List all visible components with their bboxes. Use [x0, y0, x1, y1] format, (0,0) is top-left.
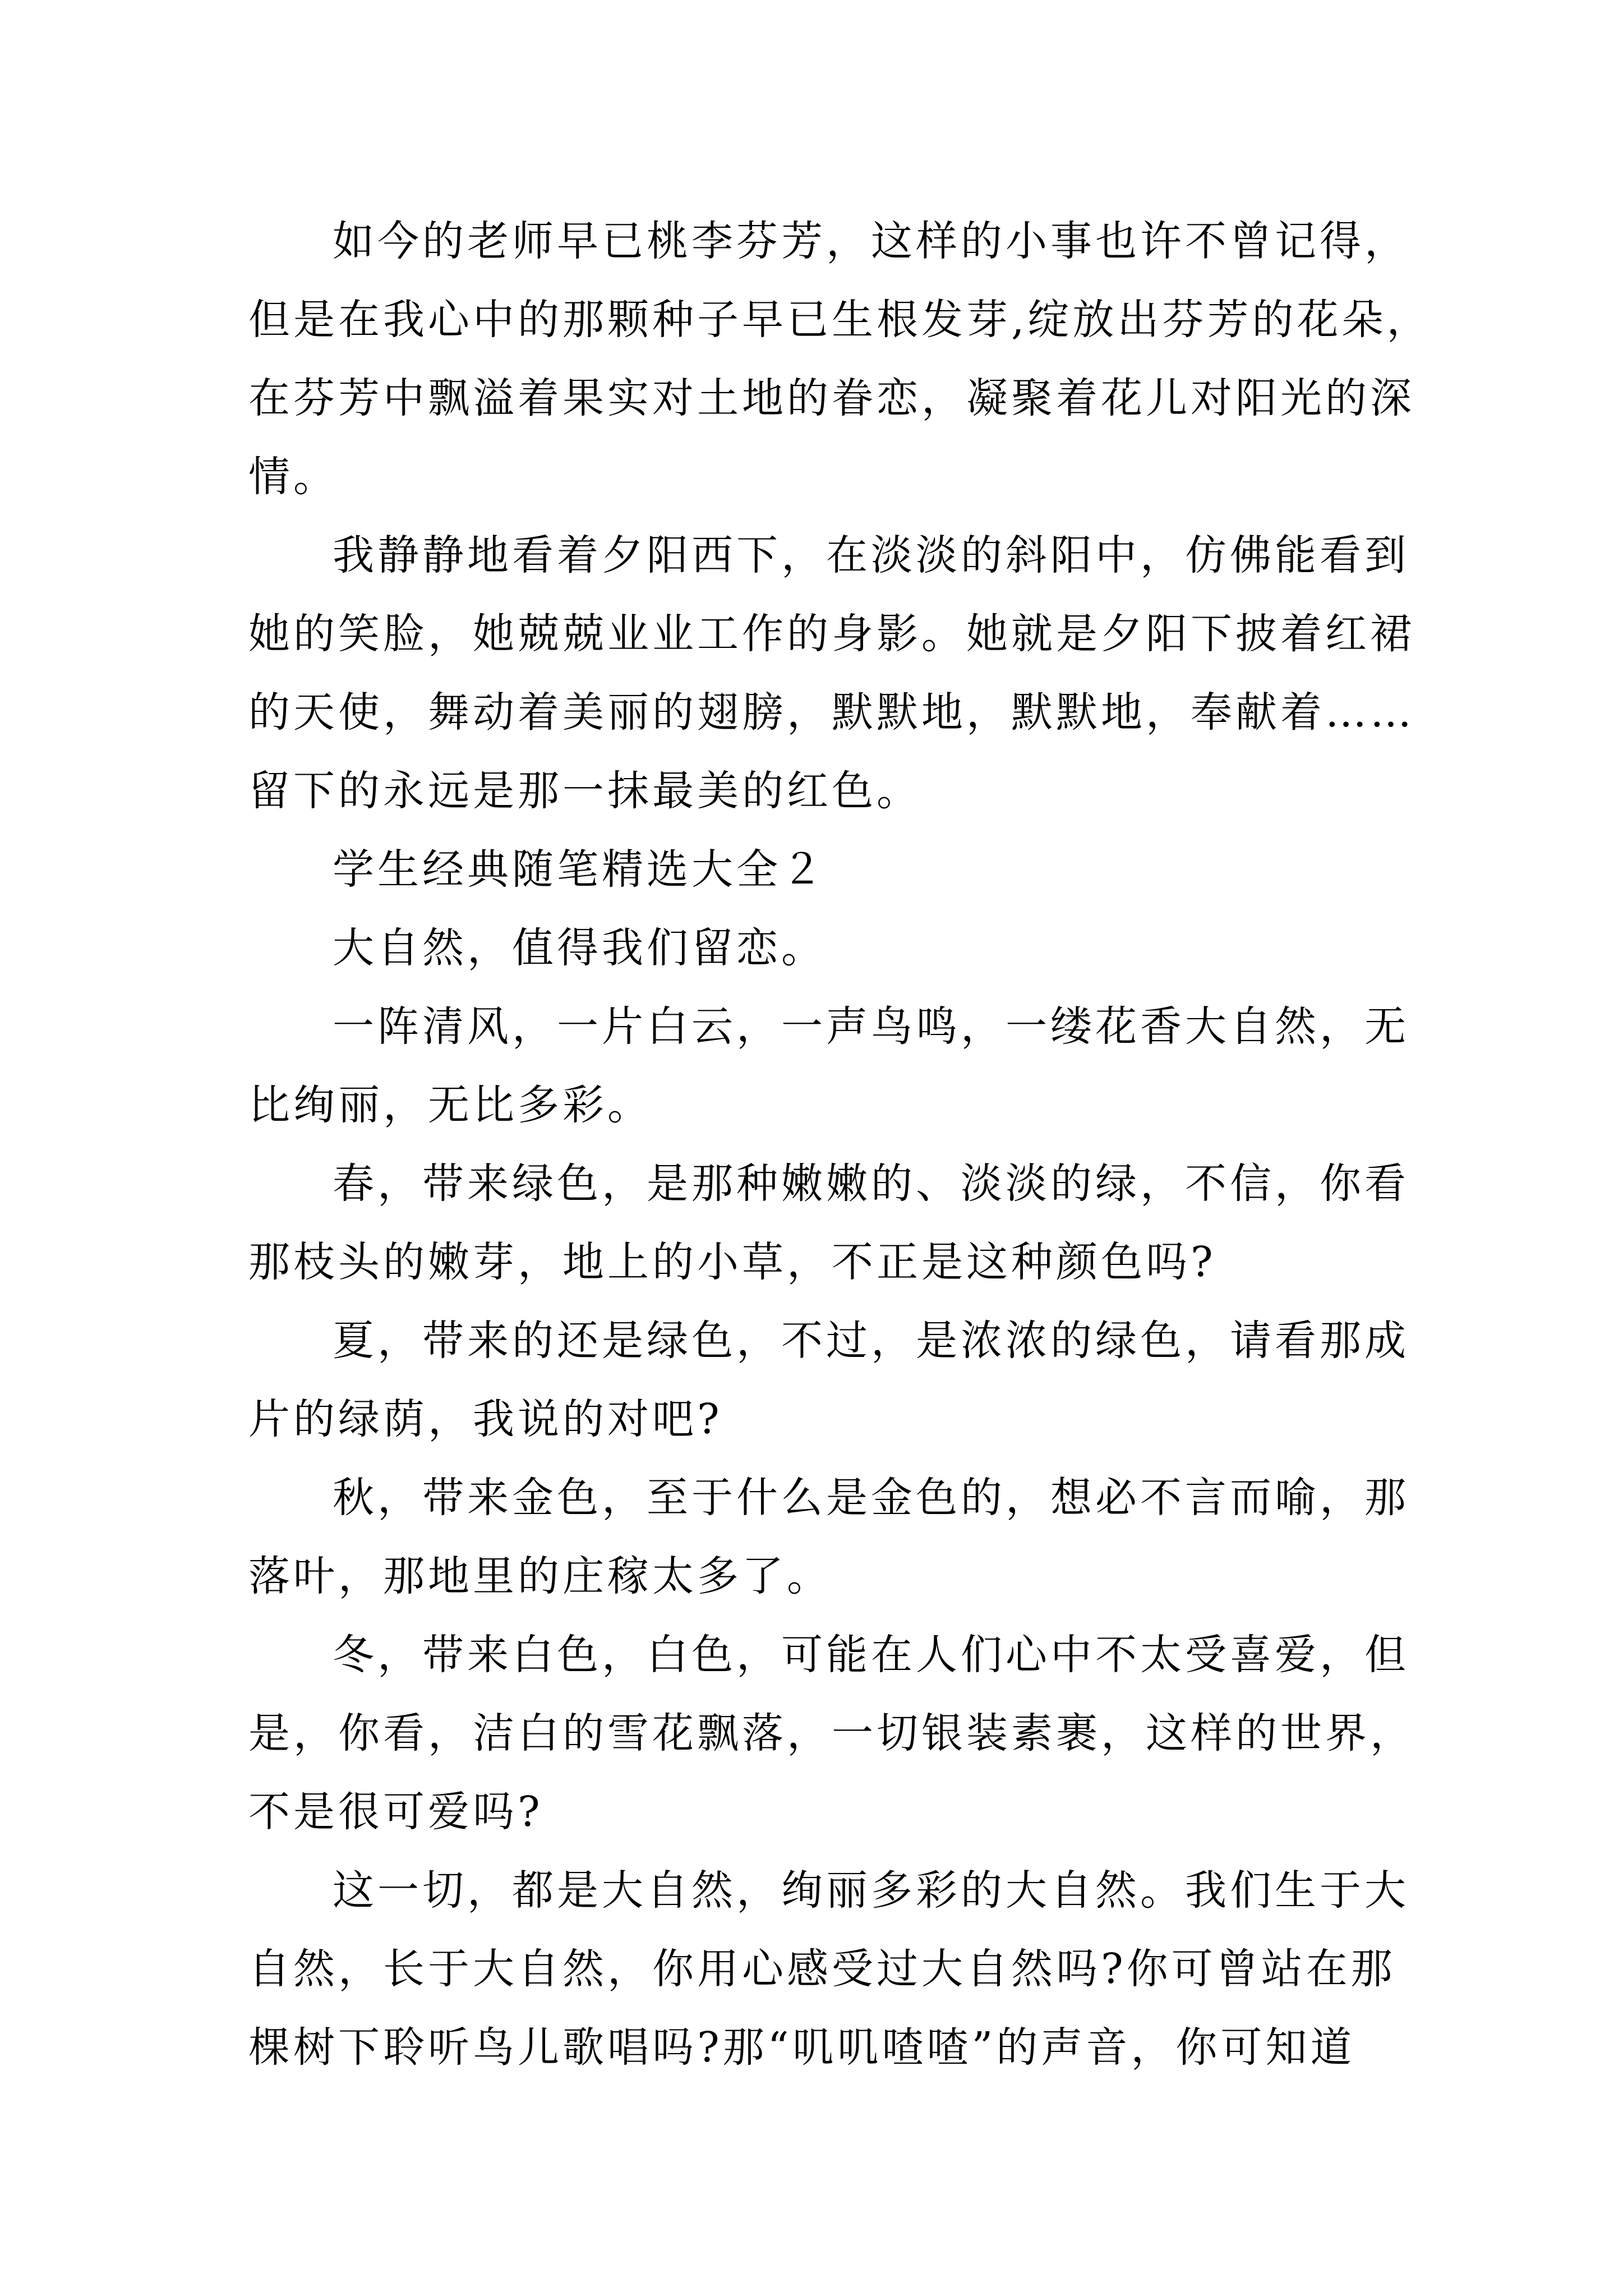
text-line: 那枝头的嫩芽，地上的小草，不正是这种颜色吗? [248, 1238, 1216, 1286]
text-line: 夏，带来的还是绿色，不过，是浓浓的绿色，请看那成 [333, 1317, 1409, 1365]
text-line: 这一切，都是大自然，绚丽多彩的大自然。我们生于大 [333, 1866, 1409, 1915]
text-line: 冬，带来白色，白色，可能在人们心中不太受喜爱，但 [333, 1631, 1409, 1679]
text-line: 在芬芳中飘溢着果实对土地的眷恋，凝聚着花儿对阳光的深 [248, 374, 1415, 422]
text-line: 情。 [248, 453, 338, 501]
text-line: 但是在我心中的那颗种子早已生根发芽,绽放出芬芳的花朵， [248, 296, 1432, 344]
section-heading: 学生经典随笔精选大全２ [333, 845, 826, 894]
text-line: 自然，长于大自然，你用心感受过大自然吗?你可曾站在那 [248, 1945, 1396, 1993]
text-line: 我静静地看着夕阳西下，在淡淡的斜阳中，仿佛能看到 [333, 531, 1409, 579]
text-line: 春，带来绿色，是那种嫩嫩的、淡淡的绿，不信，你看 [333, 1159, 1409, 1208]
text-line: 她的笑脸，她兢兢业业工作的身影。她就是夕阳下披着红裙 [248, 610, 1415, 658]
text-line: 落叶，那地里的庄稼太多了。 [248, 1552, 832, 1600]
text-line: 不是很可爱吗? [248, 1788, 543, 1836]
text-line: 片的绿荫，我说的对吧? [248, 1395, 723, 1443]
text-line: 一阵清风，一片白云，一声鸟鸣，一缕花香大自然，无 [333, 1002, 1409, 1051]
text-line: 是，你看，洁白的雪花飘落，一切银装素裹，这样的世界， [248, 1709, 1415, 1757]
text-line: 比绚丽，无比多彩。 [248, 1081, 652, 1129]
text-line: 如今的老师早已桃李芬芳，这样的小事也许不曾记得， [333, 217, 1409, 265]
text-line: 留下的永远是那一抹最美的红色。 [248, 767, 921, 815]
text-line: 棵树下聆听鸟儿歌唱吗?那“叽叽喳喳”的声音，你可知道 [248, 2023, 1355, 2072]
document-body [248, 202, 1432, 2087]
text-line: 秋，带来金色，至于什么是金色的，想必不言而喻，那 [333, 1474, 1409, 1522]
text-line: 大自然，值得我们留恋。 [333, 924, 826, 972]
text-line: 的天使，舞动着美丽的翅膀，默默地，默默地，奉献着…… [248, 688, 1415, 737]
